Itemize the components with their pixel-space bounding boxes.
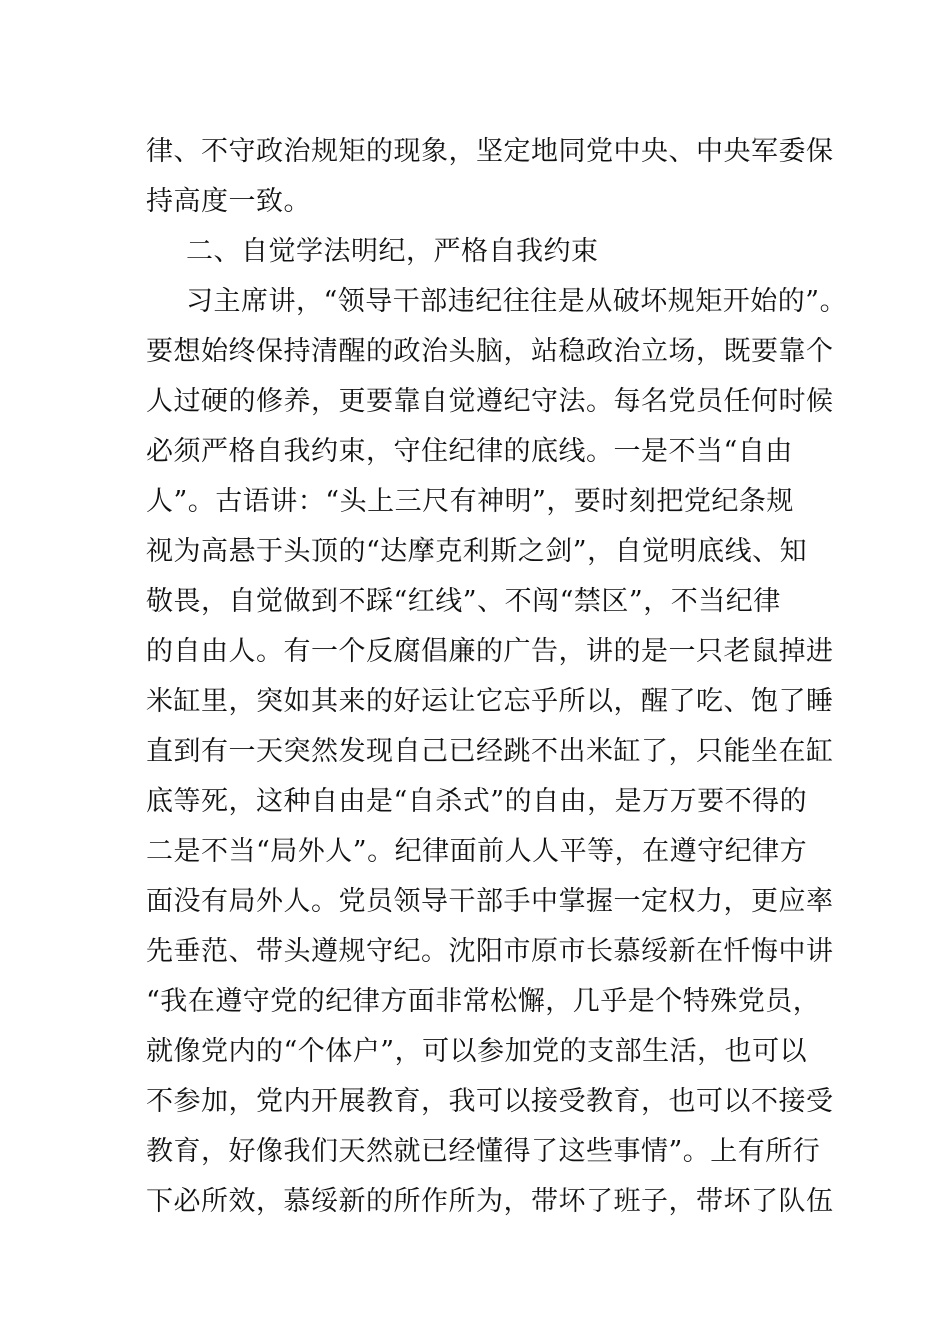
text-line-21: 教育，好像我们天然就已经懂得了这些事情”。上有所行 — [146, 1136, 821, 1167]
text-line-22: 下必所效，慕绥新的所作所为，带坏了班子，带坏了队伍 — [146, 1186, 834, 1217]
text-line-9: 视为高悬于头顶的“达摩克利斯之剑”，自觉明底线、知 — [146, 536, 808, 567]
text-line-7: 必须严格自我约束，守住纪律的底线。一是不当“自由 — [146, 436, 793, 467]
text-line-1: 律、不守政治规矩的现象，坚定地同党中央、中央军委保 — [146, 136, 834, 167]
text-line-10: 敬畏，自觉做到不踩“红线”、不闯“禁区”，不当纪律 — [146, 586, 781, 617]
text-line-6: 人过硬的修养，更要靠自觉遵纪守法。每名党员任何时候 — [146, 386, 834, 417]
text-line-18: “我在遵守党的纪律方面非常松懈，几乎是个特殊党员， — [146, 986, 821, 1017]
text-line-14: 底等死，这种自由是“自杀式”的自由，是万万要不得的 — [146, 786, 808, 817]
text-line-16: 面没有局外人。党员领导干部手中掌握一定权力，更应率 — [146, 886, 834, 917]
text-line-2: 持高度一致。 — [146, 186, 311, 217]
text-line-20: 不参加，党内开展教育，我可以接受教育，也可以不接受 — [146, 1086, 834, 1117]
text-line-12: 米缸里，突如其来的好运让它忘乎所以，醒了吃、饱了睡 — [146, 686, 834, 717]
text-line-11: 的自由人。有一个反腐倡廉的广告，讲的是一只老鼠掉进 — [146, 636, 834, 667]
section-heading: 二、自觉学法明纪，严格自我约束 — [186, 236, 599, 267]
text-line-4: 习主席讲，“领导干部违纪往往是从破坏规矩开始的”。 — [186, 286, 848, 317]
text-line-13: 直到有一天突然发现自己已经跳不出米缸了，只能坐在缸 — [146, 736, 834, 767]
text-line-17: 先垂范、带头遵规守纪。沈阳市原市长慕绥新在忏悔中讲 — [146, 936, 834, 967]
text-line-5: 要想始终保持清醒的政治头脑，站稳政治立场，既要靠个 — [146, 336, 834, 367]
text-line-8: 人”。古语讲：“头上三尺有神明”，要时刻把党纪条规 — [146, 486, 794, 517]
text-line-15: 二是不当“局外人”。纪律面前人人平等，在遵守纪律方 — [146, 836, 808, 867]
text-line-19: 就像党内的“个体户”，可以参加党的支部生活，也可以 — [146, 1036, 808, 1067]
